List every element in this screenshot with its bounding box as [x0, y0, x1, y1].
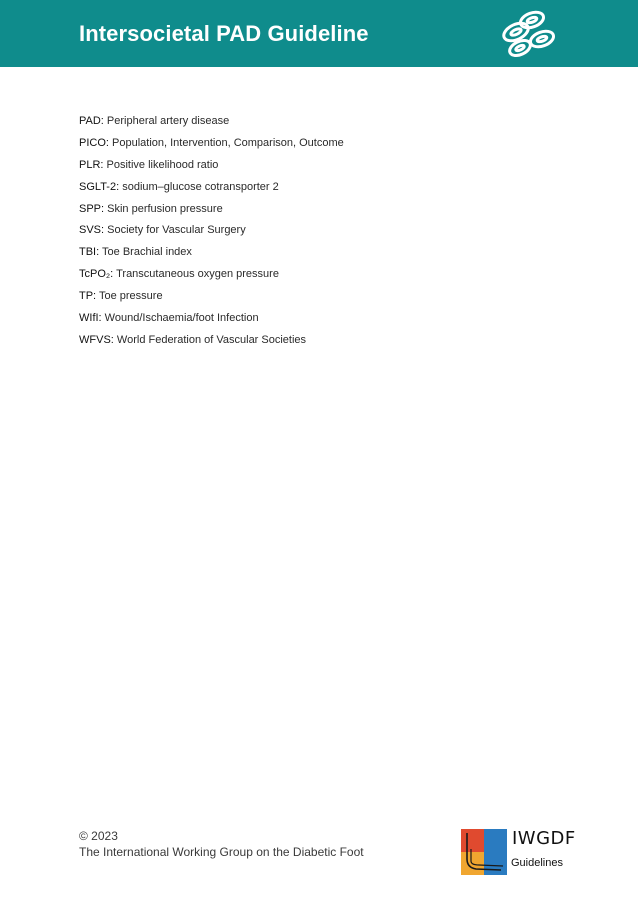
abbreviation-term: TP: [79, 290, 97, 303]
list-item [79, 267, 344, 289]
foot-outline-icon [461, 829, 507, 875]
abbreviation-definition: Society for Vascular Surgery [107, 224, 246, 237]
list-item [79, 114, 344, 136]
list-item [79, 333, 344, 355]
iwgdf-logo [461, 828, 576, 875]
abbreviation-term: PAD: [79, 115, 104, 127]
abbreviation-term: SGLT-2: [79, 180, 120, 193]
abbreviation-term: PICO: [79, 136, 109, 149]
organization-name: The International Working Group on the Diabetic Foot [79, 845, 364, 859]
abbreviation-term: WIfI: [79, 312, 102, 325]
abbreviation-term: SPP: [79, 202, 105, 215]
abbreviation-definition: Toe Brachial index [102, 246, 192, 259]
abbreviation-definition: Wound/Ischaemia/foot Infection [104, 312, 259, 325]
red-blood-cells-icon [498, 8, 562, 60]
abbreviation-term: WFVS: [79, 333, 114, 346]
list-item [79, 180, 344, 202]
abbreviation-definition: Positive likelihood ratio [106, 158, 219, 171]
abbreviation-definition: Peripheral artery disease [106, 115, 230, 127]
list-item [79, 202, 344, 224]
list-item [79, 289, 344, 311]
abbreviation-definition: Toe pressure [98, 290, 163, 303]
list-item [79, 245, 344, 267]
list-item [79, 158, 344, 180]
page-title: Intersocietal PAD Guideline [79, 21, 369, 46]
abbreviation-definition: World Federation of Vascular Societies [116, 333, 307, 346]
abbreviation-list [79, 114, 344, 355]
abbreviation-definition: Population, Intervention, Comparison, Outcome [112, 136, 344, 149]
abbreviation-term: TBI: [79, 246, 100, 259]
copyright-text: © 2023 [79, 829, 118, 843]
list-item [79, 136, 344, 158]
abbreviation-definition: sodium–glucose cotransporter 2 [122, 180, 279, 193]
logo-wordmark: IWGDF [512, 828, 576, 849]
abbreviation-term: TcPO₂: [79, 268, 114, 281]
abbreviation-definition: Skin perfusion pressure [107, 202, 223, 215]
page-footer [79, 828, 364, 860]
abbreviation-term: PLR: [79, 158, 104, 171]
list-item [79, 311, 344, 333]
logo-subtitle: Guidelines [511, 857, 563, 869]
header-band [0, 0, 638, 67]
abbreviation-definition: Transcutaneous oxygen pressure [116, 268, 279, 281]
abbreviation-term: SVS: [79, 224, 105, 237]
list-item [79, 223, 344, 245]
